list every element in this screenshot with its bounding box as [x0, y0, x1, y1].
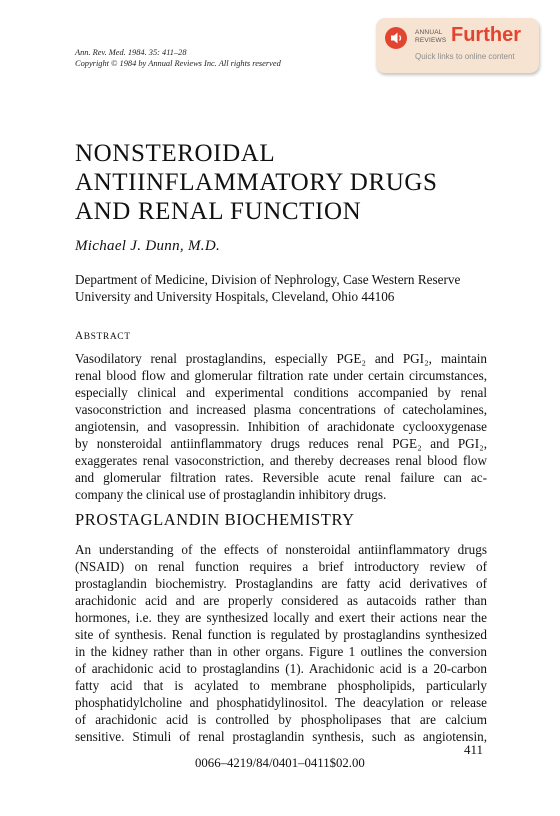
body-line: site of synthesis. Renal function is regulated by prostaglandins synthesized	[75, 627, 487, 642]
section-heading: PROSTAGLANDIN BIOCHEMISTRY	[75, 510, 355, 529]
abstract-text	[75, 350, 487, 503]
body-text	[75, 541, 487, 745]
body-line: prostaglandin biochemistry. Prostaglandins are fatty acid derivatives of	[75, 576, 487, 591]
abstract-line: angiotensin, and vasopressin. Inhibition of arachidonate cyclooxygenase	[75, 419, 487, 434]
abstract-line: and glomerular filtration rates. Reversible acute renal failure can ac-	[75, 470, 487, 485]
author-affiliation	[75, 271, 487, 305]
further-title: Further	[451, 24, 521, 46]
title-line-3: AND RENAL FUNCTION	[75, 198, 362, 225]
body-line: An understanding of the effects of nonsteroidal antiinflammatory drugs	[75, 542, 487, 557]
annual-reviews-wordmark	[415, 29, 446, 44]
journal-citation	[75, 47, 281, 70]
body-line: hormones, i.e. they are synthesized locally and exert their actions near the	[75, 610, 487, 625]
brand-bottom: REVIEWS	[415, 36, 447, 44]
abstract-heading-rest: BSTRACT	[83, 332, 131, 342]
abstract-line: renal blood flow and glomerular filtration rate under certain circumstances,	[75, 368, 487, 383]
body-line: (NSAID) on renal function requires a brief introductory review of	[75, 559, 487, 574]
further-subtitle: Quick links to online content	[415, 52, 515, 61]
body-line: of arachidonic acid is controlled by phospholipases that are calcium	[75, 712, 487, 727]
speaker-icon	[385, 27, 407, 49]
brand-top: ANNUAL	[415, 29, 443, 36]
body-line: of arachidonic acid to prostaglandins (1). Arachidonic acid is a 20-carbon	[75, 661, 487, 676]
abstract-line: vasoconstriction and increased plasma concentrations of catecholamines,	[75, 402, 487, 417]
abstract-heading	[75, 330, 131, 342]
page-number: 411	[464, 742, 484, 757]
affiliation-line-1: Department of Medicine, Division of Nephrology, Case Western Reserve	[75, 272, 461, 287]
abstract-line: Vasodilatory renal prostaglandins, especially PGE₂ and PGI₂, maintain	[75, 351, 487, 366]
body-line: phosphatidylcholine and phosphatidylinositol. The deacylation or release	[75, 695, 487, 710]
citation-line-2: Copyright © 1984 by Annual Reviews Inc. All rights reserved	[75, 59, 281, 69]
article-title	[75, 139, 438, 226]
body-line: fatty acid that is acylated to membrane phospholipids, particularly	[75, 678, 487, 693]
abstract-line: exaggerates renal vasoconstriction, and thereby decreases renal blood flow	[75, 453, 487, 468]
title-line-1: NONSTEROIDAL	[75, 140, 276, 167]
abstract-line: especially clinical and experimental conditions accompanied by renal	[75, 385, 487, 400]
abstract-line: by nonsteroidal antiinflammatory drugs reduces renal PGE₂ and PGI₂,	[75, 436, 487, 451]
body-line: in the kidney rather than in other organs. Figure 1 outlines the conversion	[75, 644, 487, 659]
body-line: arachidonic acid and are properly considered as autacoids rather than	[75, 593, 487, 608]
citation-line-1: Ann. Rev. Med. 1984. 35: 411–28	[75, 48, 187, 57]
author-name: Michael J. Dunn, M.D.	[75, 238, 221, 254]
annual-reviews-further-badge[interactable]	[376, 18, 539, 73]
footer-code: 0066–4219/84/0401–0411$02.00	[195, 756, 365, 770]
abstract-line: company the clinical use of prostaglandin inhibitory drugs.	[75, 487, 387, 502]
abstract-heading-initial: A	[75, 330, 84, 342]
title-line-2: ANTIINFLAMMATORY DRUGS	[75, 169, 438, 196]
body-line: sensitive. Stimuli of renal prostaglandin synthesis, such as angiotensin,	[75, 729, 487, 744]
affiliation-line-2: University and University Hospitals, Cleveland, Ohio 44106	[75, 289, 395, 304]
